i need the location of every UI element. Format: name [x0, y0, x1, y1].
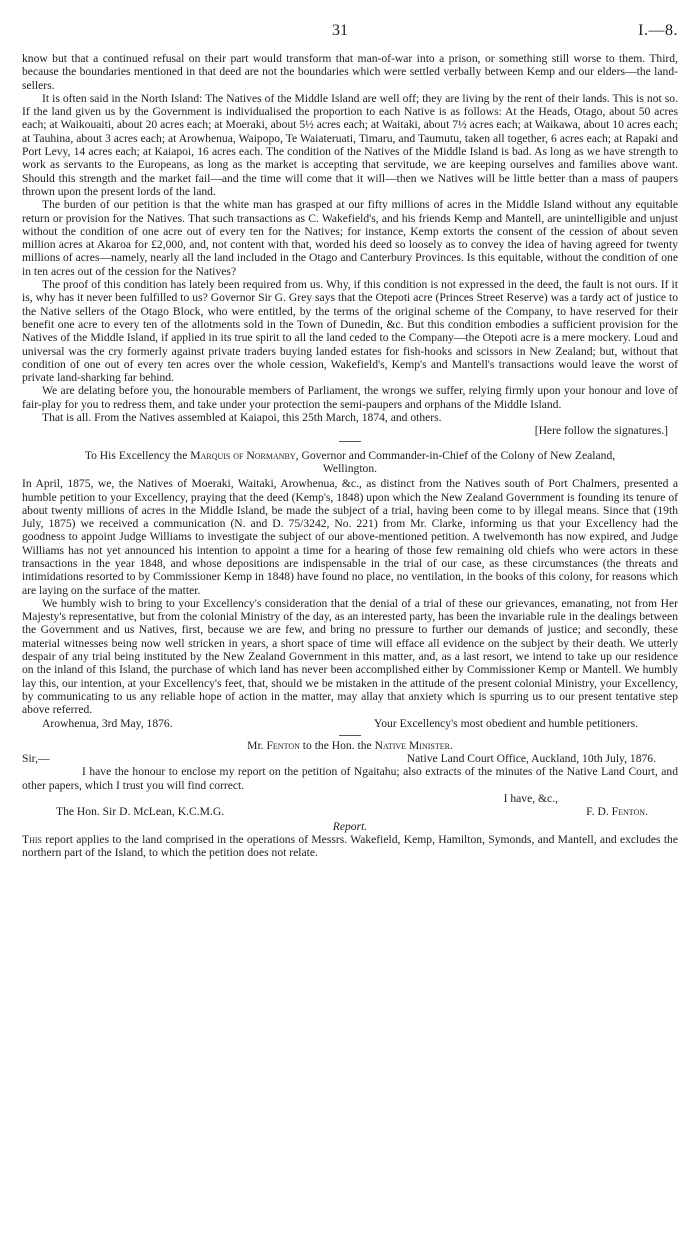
letter-body: I have the honour to enclose my report on the petition of Ngaitahu; also extracts of the minutes of the Native Land Court, and other papers, which I trust you will find correct. [22, 765, 678, 792]
petition-addressee: To His Excellency the Marquis of Normanby, Governor and Commander-in-Chief of the Colony of New Zealand, Wellington. [84, 448, 616, 475]
section-divider [339, 441, 361, 442]
letter-salutation-row [22, 752, 678, 765]
paragraph: In April, 1875, we, the Natives of Moeraki, Waitaki, Arowhenua, &c., as distinct from the Natives south of Port Chalmers, presented a humble petition to your Excellency, praying that the deed (Kemp's, 1848) upon which the New Zealand Government is founding its tenure of about twenty millions of acres in the Middle Island, be made the subject of a trial, having been come to by illegal means. Since that (19th July, 1875) we received a communication (N. and D. 75/3242, No. 221) from Mr. Clarke, informing us that your Excellency had the goodness to appoint Judge Williams to investigate the subject of our above-mentioned petition. A twelvemonth has now expired, and Judge Williams has not yet announced his intention to appoint a time for a hearing of those few remaining old chiefs who were actors in these transactions in the year 1848, and whose depositions are indispensable in the trial of our case, as these circumstances (the threats and intimidations resorted to by Commissioner Kemp in 1848) have found no place, no ventilation, in the books of this colony, for reasons which are laying on the surface of the matter. [22, 477, 678, 597]
signatures-note: [Here follow the signatures.] [534, 424, 668, 438]
paragraph: The burden of our petition is that the white man has grasped at our fifty millions of acres in the Middle Island without any equitable return or provision for the Natives. That such transactions as C. Wakefield's, and his friends Kemp and Mantell, are unintelligible and unjust without the condition of one acre out of every ten for the Natives; for instance, Kemp extorts the consent of the cession of about seven million acres at Akaroa for £2,000, and, not content with that, worded his deed so loosely as to convey the idea of having agreed for twenty millions of acres—namely, nearly all the land included in the Otago and Canterbury Provinces. Is this equitable, without the condition of one in ten acres out of the cession for the Natives? [22, 198, 678, 278]
letter-heading: Mr. Fenton to the Hon. the Native Minister. [247, 738, 453, 752]
letter-closing: I have, &c., [503, 792, 558, 806]
paragraph: It is often said in the North Island: The Natives of the Middle Island are well off; they are living by the rent of their lands. This is not so. If the land given us by the Government is individualised the proportion to each Native is as follows: At the Heads, Otago, about 50 acres each; at Waikouaiti, about 20 acres each; at Moeraki, about 5½ acres each; at Waitaki, about 7½ acres each; at Waikawa, about 10 acres each; at Tauhina, about 3 acres each; at Arowhenua, Waipopo, Te Waiateruati, Timaru, and Taumutu, taken all together, 6 acres each; at Rapaki and Port Levy, 14 acres each; at Kaiapoi, 16 acres each. The condition of the Natives of the Middle Island is bad. As long as we have strength to work as servants to the Europeans, as long as the market is accepting that servitude, we are keeping ourselves and families above want. Should this strength and the market fail—and the time will come that it will—then we Natives will be little better than a mass of paupers thrown upon the present lords of the land. [22, 91, 678, 198]
sign-off: Your Excellency's most obedient and humble petitioners. [374, 716, 638, 730]
page-header [22, 0, 678, 52]
paragraph: We humbly wish to bring to your Excellency's consideration that the denial of a trial of these our grievances, emanating, not from Her Majesty's representative, but from the colonial Ministry of the day, as an interested party, has been the invariable rule in the dealings between the Government and us Natives, first, because we are few, and bring no pressure to further our demands of justice; and secondly, these material witnesses being now well stricken in years, a short space of time will efface all evidence on the subject by their death. We utterly despair of any trial being instituted by the New Zealand Government in this matter, and, as a last resort, we intend to take up our residence on the inland of this Island, the purchase of which land has never been accomplished either by Commissioner Kemp or Mantell. We humbly lay this, our intention, at your Excellency's feet, that, should we be mistaken in the attitude of the present colonial Ministry, your Excellency, by communicating to us any reliable hope of action in the matter, may allay that anxiety which is spurring us to our present tentative step above referred. [22, 596, 678, 717]
paragraph: That is all. From the Natives assembled at Kaiapoi, this 25th March, 1874, and others. [42, 411, 442, 425]
office-date: Native Land Court Office, Auckland, 10th July, 1876. [406, 752, 656, 766]
report-body: This report applies to the land comprised in the operations of Messrs. Wakefield, Kemp, Hamilton, Symonds, and Mantell, and excludes the northern part of the Island, to which the petition does not relate. [22, 832, 678, 860]
document-reference: I.—8. [638, 22, 678, 39]
document-page [22, 0, 678, 860]
page-number: 31 [332, 22, 348, 39]
salutation: Sir,— [22, 752, 50, 766]
paragraph: know but that a continued refusal on their part would transform that man-of-war into a prison, or something still worse to them. Third, because the boundaries mentioned in that deed are not the boundaries which were settled verbally between Kemp and our elders—the land-sellers. [22, 52, 678, 92]
paragraph: The proof of this condition has lately been required from us. Why, if this condition is not expressed in the deed, the fault is not ours. If it is, why has it never been fulfilled to us? Governor Sir G. Grey says that the Otepoti acre (Princes Street Reserve) was a tardy act of justice to the Native sellers of the Otago Block, who were entitled, by the terms of the original scheme of the Company, to have reserved for their benefit one acre to every ten of the allotments sold in the Town of Dunedin, &c. But this condition embodies a sufficient provision for the Natives of the Middle Island, if applied in its true spirit to all the land ceded to the Company—the Otepoti acre is a mere mockery. Loud and universal was the cry formerly against private traders buying landed estates for fish-hooks and scissors in New Zealand; but, without that condition of one out of every ten acres over the whole cession, Wakefield's, Kemp's and Mantell's transactions would leave the worst of private land-sharking far behind. [22, 278, 678, 385]
recipient: The Hon. Sir D. McLean, K.C.M.G. [56, 805, 225, 819]
petition-closing [22, 717, 678, 730]
report-title: Report. [332, 819, 368, 833]
signatory: F. D. Fenton. [586, 805, 648, 819]
addressee-title: Marquis of Normanby [190, 448, 296, 462]
place-date: Arowhenua, 3rd May, 1876. [42, 716, 173, 730]
paragraph: We are delating before you, the honourable members of Parliament, the wrongs we suffer, relying firmly upon your honour and love of fair-play for you to redress them, and take under your protection the semi-paupers and orphans of the Middle Island. [22, 384, 678, 411]
section-divider [339, 735, 361, 736]
letter-signature-row [22, 805, 678, 818]
